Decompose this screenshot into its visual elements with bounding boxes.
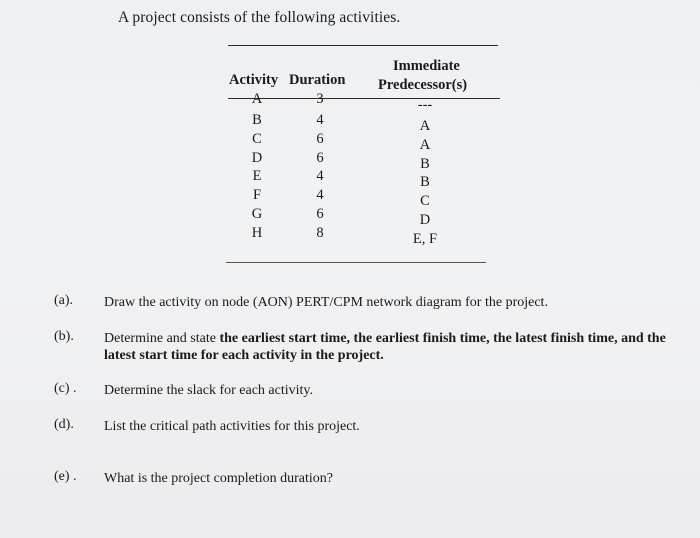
- question-a-label: (a).: [54, 293, 74, 308]
- activity-cell: H: [251, 225, 263, 241]
- activity-cell: B: [252, 112, 262, 128]
- question-d-text: List the critical path activities for this project.: [104, 419, 360, 434]
- predecessor-cell: A: [419, 137, 431, 153]
- predecessor-cell: C: [420, 193, 430, 209]
- question-a-text: Draw the activity on node (AON) PERT/CPM network diagram for the project.: [104, 295, 548, 310]
- duration-cell: 4: [316, 168, 324, 184]
- header-activity: Activity: [229, 72, 279, 88]
- activity-cell: C: [252, 131, 262, 147]
- question-b-text: [104, 330, 674, 364]
- duration-cell: 4: [316, 112, 324, 128]
- problem-title: A project consists of the following activities.: [118, 9, 401, 26]
- duration-cell: 6: [316, 206, 324, 222]
- predecessor-cell: D: [419, 212, 431, 228]
- duration-cell: 6: [316, 150, 324, 166]
- question-d-label: (d).: [54, 417, 74, 432]
- activity-cell: A: [251, 91, 263, 107]
- predecessor-cell: E, F: [412, 231, 438, 247]
- activity-cell: F: [252, 187, 262, 203]
- question-b-label: (b).: [54, 329, 74, 344]
- question-c-label: (c) .: [54, 381, 77, 396]
- header-immediate: Immediate: [393, 58, 460, 74]
- predecessor-cell: B: [420, 174, 430, 190]
- predecessor-cell: ---: [417, 97, 433, 113]
- activity-cell: D: [251, 150, 263, 166]
- duration-cell: 8: [316, 225, 324, 241]
- question-b-emphasis: the earliest start time, the earliest finish time, the latest finish time, and the latest start time for each activity in the project.: [104, 331, 666, 363]
- duration-cell: 4: [316, 187, 324, 203]
- question-b-prefix: Determine and state: [104, 331, 220, 346]
- activity-cell: G: [251, 206, 263, 222]
- table-top-rule: [228, 45, 498, 46]
- header-duration: Duration: [289, 72, 346, 88]
- question-e-text: What is the project completion duration?: [104, 471, 333, 486]
- table-bottom-rule: [226, 262, 486, 263]
- duration-cell: 6: [316, 131, 324, 147]
- predecessor-cell: A: [419, 118, 431, 134]
- question-c-text: Determine the slack for each activity.: [104, 383, 313, 398]
- header-predecessors: Predecessor(s): [378, 77, 468, 93]
- question-e-label: (e) .: [54, 469, 77, 484]
- duration-cell: 3: [316, 91, 324, 107]
- activity-cell: E: [252, 168, 262, 184]
- predecessor-cell: B: [420, 156, 430, 172]
